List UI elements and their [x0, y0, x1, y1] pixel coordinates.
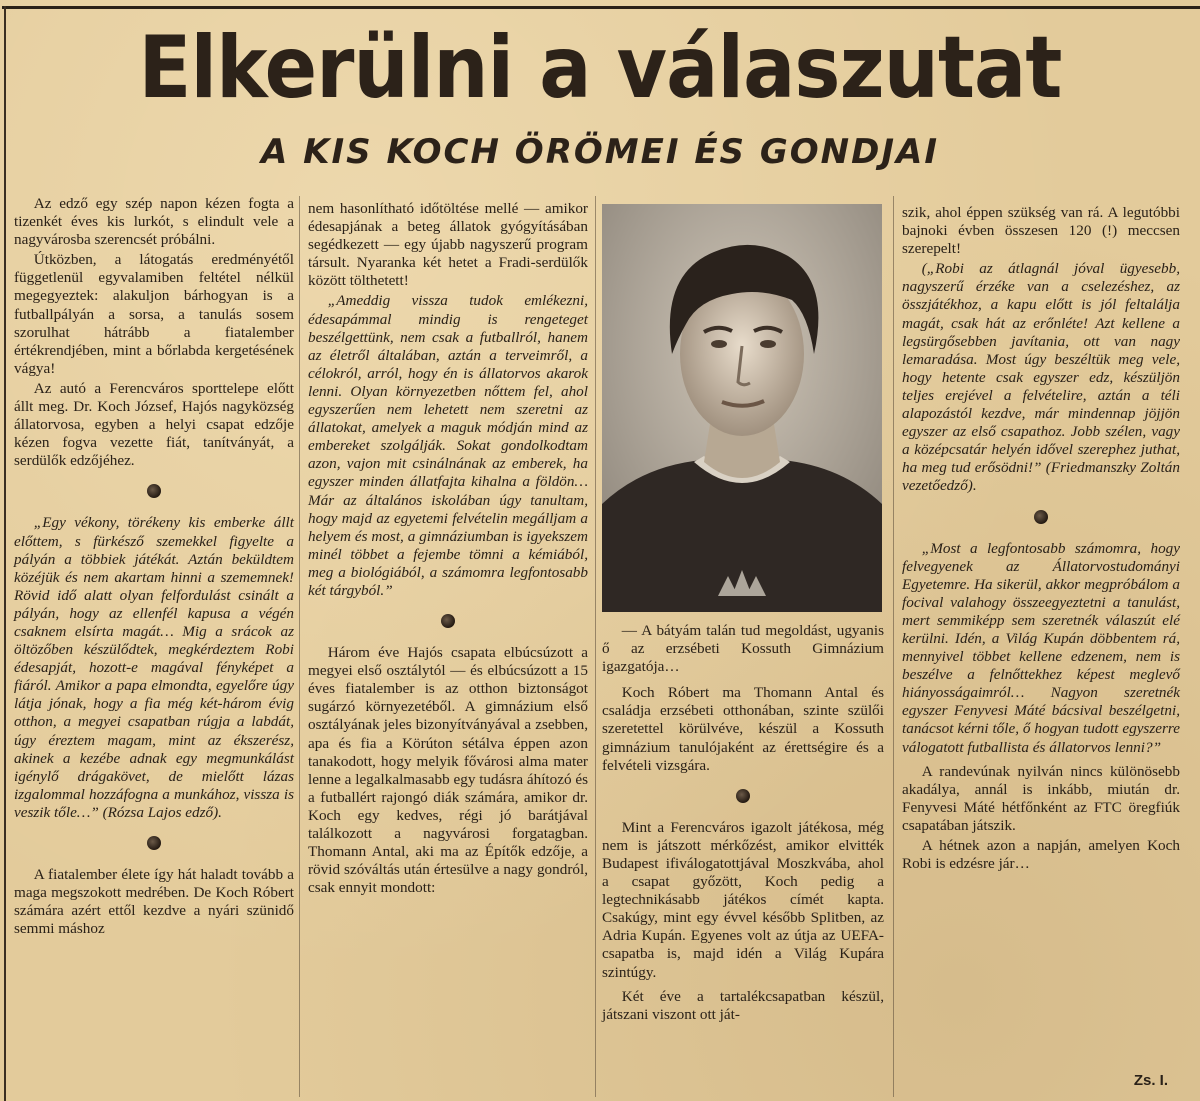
- article-column-2: [308, 200, 588, 897]
- bullet-separator: [441, 614, 455, 628]
- column-separator: [595, 196, 596, 1097]
- quote-paragraph: „Most a legfontosabb számomra, hogy felvegyenek az Állatorvostudományi Egyetemre. Ha sikerül, akkor megpróbálom a focival valahogy összeegyeztetni a tanulást, mert semmiképp sem szeretnék válaszút elé kerülni. Idén, a Világ Kupán döbbentem rá, mennyivel többet kellene edzenem, nem is beszélve a felnőttekhez képest meglevő hiányosságaimról… Nagyon szeretnék egyszer Fenyvesi Máté bácsival beszélgetni, tanácsot kérni tőle, ő hogyan tudott egyszerre válogatott futballista és állatorvos lenni?”: [902, 539, 1180, 756]
- paragraph: Három éve Hajós csapata elbúcsúzott a megyei első osztálytól — és elbúcsúzott a 15 éves fiatalember is az otthon biztonságot sugárzó környezetéből. A gimnázium első osztályának jeles bizonyítványával a zsebben, apa és fia a Körúton sétálva éppen azon tanakodott, hogy melyik fővárosi alma mater lenne a legalkalmasabb egy tudásra áhítozó és a futballért rajongó diák számára, amikor dr. Koch egy kedves, régi jó barátjával találkozott a nagyvárosi forgatagban. Thomann Antal, aki ma az Építők edzője, a rövid szóváltás után értesülve a nagy gondról, csak ennyit mondott:: [308, 644, 589, 897]
- paragraph: Útközben, a látogatás eredményétől függetlenül egyvalamiben feltétel nélkül megegyeztek: alakuljon bárhogyan is a futballpályán a sorsa, a tanulás sosem szorulhat hátrább a fiatalember értékrendjében, mint a bőrlabda kergetésének vágya!: [14, 251, 294, 377]
- quote-paragraph: („Robi az átlagnál jóval ügyesebb, nagyszerű érzéke van a cselezéshez, az összjátékhoz, a kapu előtt is jól feltalálja magát, csak hát az erőnléte! Azt kellene a legsürgősebben javítania, ott van nagy lemaradása. Most úgy beszéltük meg vele, hogy hetente csak egyszer edz, készüljön teljes erejével a felvételire, aztán a téli alapozástól kezdve, már mindennap jöjjön egyszer az első csapathoz. Jobb szélen, vagy a középcsatár helyén idővel szerephez juthat, ha meg tud erősödni!” (Friedmanszky Zoltán vezetőedző).: [902, 260, 1180, 495]
- paragraph: szik, ahol éppen szükség van rá. A legutóbbi bajnoki évben összesen 120 (!) meccsen szerepelt!: [902, 204, 1180, 258]
- bullet-separator: [147, 484, 161, 498]
- article-column-1: [14, 195, 294, 938]
- bullet-separator: [147, 836, 161, 850]
- quote-paragraph: „Egy vékony, törékeny kis emberke állt előttem, s fürkésző szemekkel figyelte a pályán a többiek játékát. Aztán beküldtem közéjük és nem akartam hinni a szememnek! Rövid idő alatt olyan felfordulást csinált a pályán, hogy az ellenfél kapusa a végén csaknem elsírta magát… Mig a srácok az öltözőben készülődtek, megkérdeztem Robi édesapját, hozott-e magával fényképet a fiáról. Amikor a papa elmondta, egyelőre úgy látja jónak, hogy a fia még két-három évig otthon, a megyei csapatban rúgja a labdát, úgy éreztem magam, mint az ékszerész, akinek a kezébe adnak egy megmunkálást igénylő drágakövet, de mielőtt lázas izgalommal hozzáfogna a munkához, vissza is veszik tőle…” (Rózsa Lajos edző).: [14, 514, 294, 821]
- paragraph: A randevúnak nyilván nincs különösebb akadálya, annál is inkább, miután dr. Fenyvesi Máté hétfőnként az FTC öregfiúk csapatában játszik.: [902, 762, 1180, 834]
- author-signature: Zs. I.: [1133, 1072, 1168, 1089]
- paragraph: A hétnek azon a napján, amelyen Koch Robi is edzésre jár…: [902, 837, 1180, 873]
- paragraph: — A bátyám talán tud megoldást, ugyanis ő az erzsébeti Kossuth Gimnázium igazgatója…: [602, 622, 884, 676]
- article-column-3: [602, 622, 884, 1024]
- headline: Elkerülni a válaszutat: [138, 18, 1062, 118]
- paragraph: Mint a Ferencváros igazolt játékosa, még nem is játszott mérkőzést, amikor elvitték Budapest ifiválogatottjával Moszkvába, ahol a csapat győzött, Koch pedig a legtechnikásabb játékos címét kapta. Csakúgy, mint egy évvel később Splitben, az Adria Kupán. Egyenes volt az útja az UEFA-csapatba is, majd idén a Világ Kupára szintúgy.: [602, 818, 884, 981]
- subheadline: A KIS KOCH ÖRÖMEI ÉS GONDJAI: [261, 132, 939, 172]
- bullet-separator: [736, 789, 750, 803]
- paragraph: A fiatalember élete így hát haladt tovább a maga megszokott medrében. De Koch Róbert számára azért ettől kezdve a nyári szünidő semmi máshoz: [14, 866, 294, 938]
- article-column-4: [902, 204, 1180, 873]
- bullet-separator: [1034, 510, 1048, 524]
- paragraph: nem hasonlítható időtöltése mellé — amikor édesapjának a beteg állatok gyógyításában segédkezett — egy újabb nagyszerű program társult. Nyarankа két hetet a Fradi-serdülők között tölthetett!: [308, 200, 588, 290]
- paragraph: Koch Róbert ma Thomann Antal és családja erzsébeti otthonában, szinte szülői szeretettel körülvéve, készül a Kossuth gimnázium tanulójaként az érettségire és a felvételi vizsgára.: [602, 684, 884, 774]
- paragraph: Két éve a tartalékcsapatban készül, játszani viszont ott ját-: [602, 987, 884, 1023]
- top-rule: [2, 6, 1200, 9]
- paragraph: Az autó a Ferencváros sporttelepe előtt állt meg. Dr. Koch József, Hajós nagyközség állatorvosa, egyben a helyi csapat edzője kézen fogva vezette fiát, tanítványát, a serdülők edzőjéhez.: [14, 379, 294, 470]
- column-separator: [893, 196, 894, 1097]
- quote-paragraph: „Ameddig vissza tudok emlékezni, édesapámmal mindig is rengeteget beszélgettünk, nem csak a futballról, hanem az életről általában, aztán a terveimről, a célokról, arról, hogy én is állatorvos akarok lenni. Olyan környezetben nőttem fel, ahol egyszerűen nem lehetett nem szeretni az állatokat, amelyek a maguk módján mind az embereket szolgálják. Sokat gondolkodtam azon, vajon mit csinálnának az emberek, ha egyszer minden állatfajta kihalna a földön… Már az általános iskolában úgy tanultam, hogy majd az egyetemi felvételin megálljam a helyem és most, a gimnáziumban is igyekszem minél többet a fejembe tömni a kémiából, meg a biológiából, a számomra legfontosabb két tárgyból.”: [308, 292, 588, 599]
- paragraph: Az edző egy szép napon kézen fogta a tizenkét éves kis lurkót, s elindult vele a nagyvárosba szerencsét próbálni.: [14, 195, 294, 249]
- column-separator: [299, 196, 300, 1097]
- player-portrait-photo: [602, 204, 882, 612]
